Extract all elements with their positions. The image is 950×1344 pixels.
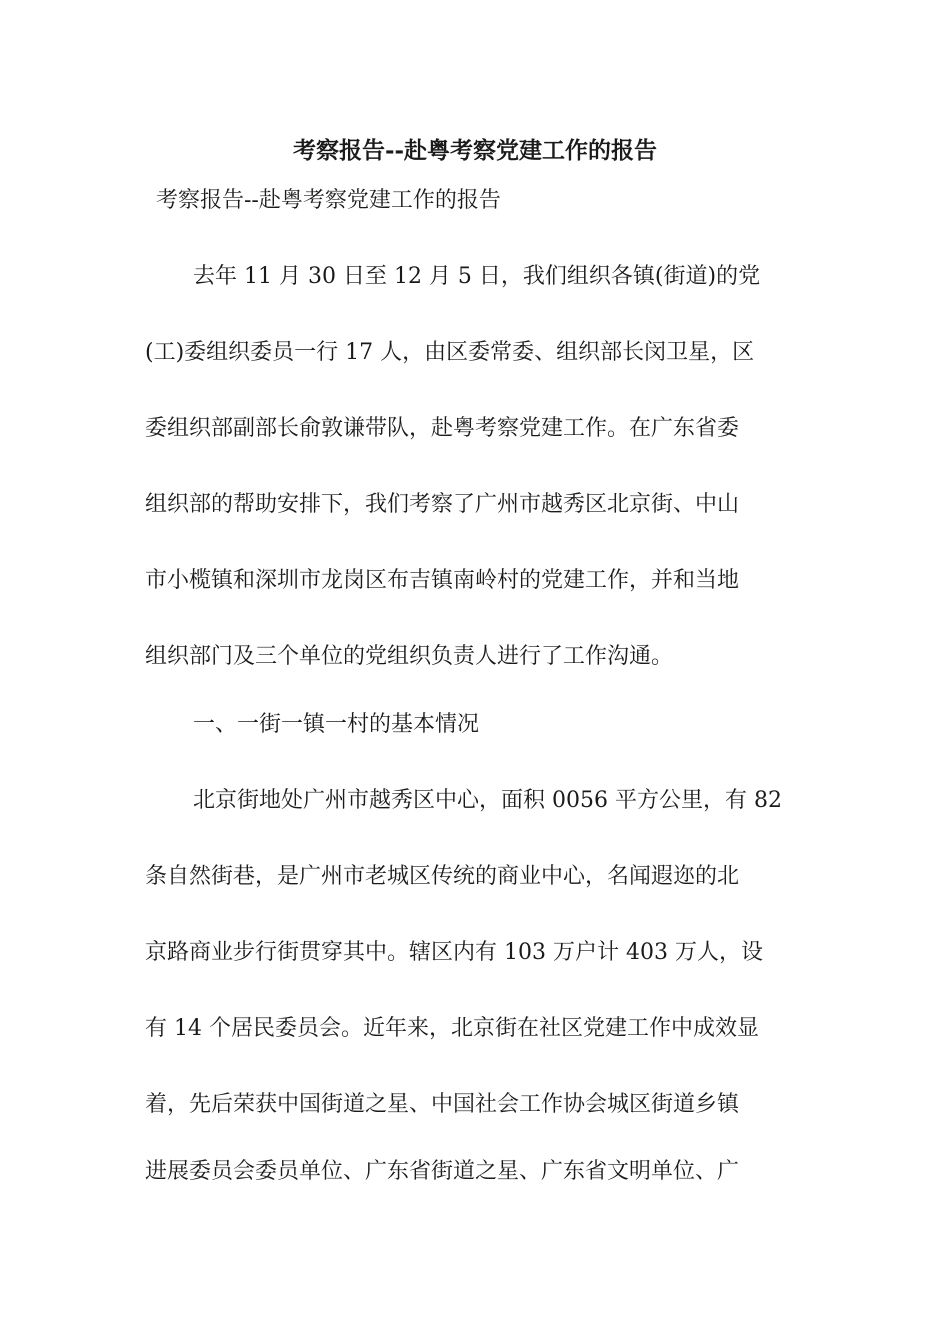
paragraph-2-line-6: 进展委员会委员单位、广东省街道之星、广东省文明单位、广 bbox=[145, 1159, 740, 1184]
paragraph-2-line-1: 北京街地处广州市越秀区中心，面积 0056 平方公里，有 82 bbox=[193, 788, 782, 813]
paragraph-2-line-2: 条自然街巷，是广州市老城区传统的商业中心，名闻遐迩的北 bbox=[145, 864, 740, 889]
paragraph-2-line-5: 着，先后荣获中国街道之星、中国社会工作协会城区街道乡镇 bbox=[145, 1092, 740, 1117]
paragraph-2-line-4: 有 14 个居民委员会。近年来，北京街在社区党建工作中成效显 bbox=[145, 1016, 759, 1041]
section-heading-1: 一、一街一镇一村的基本情况 bbox=[193, 712, 480, 737]
paragraph-1-line-6: 组织部门及三个单位的党组织负责人进行了工作沟通。 bbox=[145, 644, 674, 669]
paragraph-1-line-3: 委组织部副部长俞敦谦带队，赴粤考察党建工作。在广东省委 bbox=[145, 416, 740, 441]
document-subtitle: 考察报告--赴粤考察党建工作的报告 bbox=[156, 188, 501, 213]
paragraph-1-line-5: 市小榄镇和深圳市龙岗区布吉镇南岭村的党建工作，并和当地 bbox=[145, 568, 740, 593]
paragraph-1-line-4: 组织部的帮助安排下，我们考察了广州市越秀区北京街、中山 bbox=[145, 492, 740, 517]
paragraph-1-line-2: (工)委组织委员一行 17 人，由区委常委、组织部长闵卫星，区 bbox=[145, 340, 755, 365]
paragraph-2-line-3: 京路商业步行街贯穿其中。辖区内有 103 万户计 403 万人，设 bbox=[145, 940, 763, 965]
document-title: 考察报告--赴粤考察党建工作的报告 bbox=[292, 137, 658, 164]
paragraph-1-line-1: 去年 11 月 30 日至 12 月 5 日，我们组织各镇(街道)的党 bbox=[193, 264, 761, 289]
